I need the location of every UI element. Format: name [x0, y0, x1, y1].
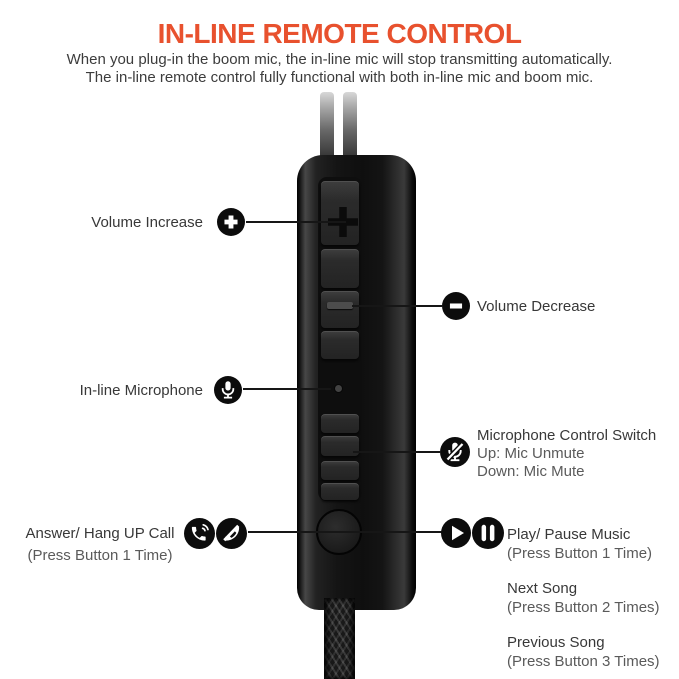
leader-line-inline-mic	[243, 388, 331, 390]
microphone-mute-circle-icon	[440, 437, 470, 467]
microphone-circle-icon	[214, 376, 242, 404]
leader-line-call-play	[248, 531, 442, 533]
headphone-cable-right	[343, 92, 357, 160]
next-song-sub: (Press Button 2 Times)	[507, 599, 660, 616]
braided-cable-bottom	[324, 598, 355, 679]
answer-hangup-label-block	[20, 523, 180, 567]
play-circle-icon	[441, 518, 471, 548]
headphone-cable-left	[320, 92, 334, 160]
in-line-mic-hole	[334, 384, 343, 393]
mic-control-switch-label-block	[477, 427, 656, 481]
volume-decrease-label: Volume Decrease	[477, 298, 596, 315]
mic-switch-upper	[321, 414, 359, 433]
panel-button	[321, 331, 359, 359]
leader-line-mic-switch	[353, 451, 440, 453]
inline-microphone-label: In-line Microphone	[79, 382, 203, 399]
previous-song-label-block	[507, 633, 660, 671]
next-song-title: Next Song	[507, 580, 578, 597]
answer-hangup-sub: (Press Button 1 Time)	[27, 547, 173, 564]
mic-control-switch-title: Microphone Control Switch	[477, 427, 657, 444]
mic-switch-lower	[321, 461, 359, 480]
next-song-label-block	[507, 579, 660, 617]
volume-down-button	[321, 291, 359, 328]
panel-button	[321, 249, 359, 288]
plus-circle-icon	[217, 208, 245, 236]
pause-circle-icon	[472, 517, 504, 549]
page-title: IN-LINE REMOTE CONTROL	[157, 18, 522, 49]
phone-hangup-circle-icon	[216, 518, 247, 549]
volume-increase-label: Volume Increase	[91, 214, 203, 231]
phone-answer-circle-icon	[184, 518, 215, 549]
plus-emboss-icon	[326, 205, 360, 244]
subtitle-line-2: The in-line remote control fully functional with both in-line mic and boom mic.	[85, 69, 594, 86]
minus-circle-icon	[442, 292, 470, 320]
mic-switch-up-text: Up: Mic Unmute	[477, 445, 585, 462]
play-pause-title: Play/ Pause Music	[507, 526, 631, 543]
leader-line-volume-decrease	[352, 305, 442, 307]
leader-line-volume-increase	[246, 221, 346, 223]
subtitle-line-1: When you plug-in the boom mic, the in-line mic will stop transmitting automatically.	[66, 51, 613, 68]
mic-switch-down-text: Down: Mic Mute	[477, 463, 585, 480]
play-pause-label-block	[507, 525, 652, 563]
minus-emboss-icon	[327, 302, 353, 309]
previous-song-sub: (Press Button 3 Times)	[507, 653, 660, 670]
mic-switch-slider	[321, 436, 359, 456]
answer-hangup-title: Answer/ Hang UP Call	[25, 525, 175, 542]
panel-button	[321, 483, 359, 500]
previous-song-title: Previous Song	[507, 634, 605, 651]
play-pause-sub: (Press Button 1 Time)	[507, 545, 653, 562]
